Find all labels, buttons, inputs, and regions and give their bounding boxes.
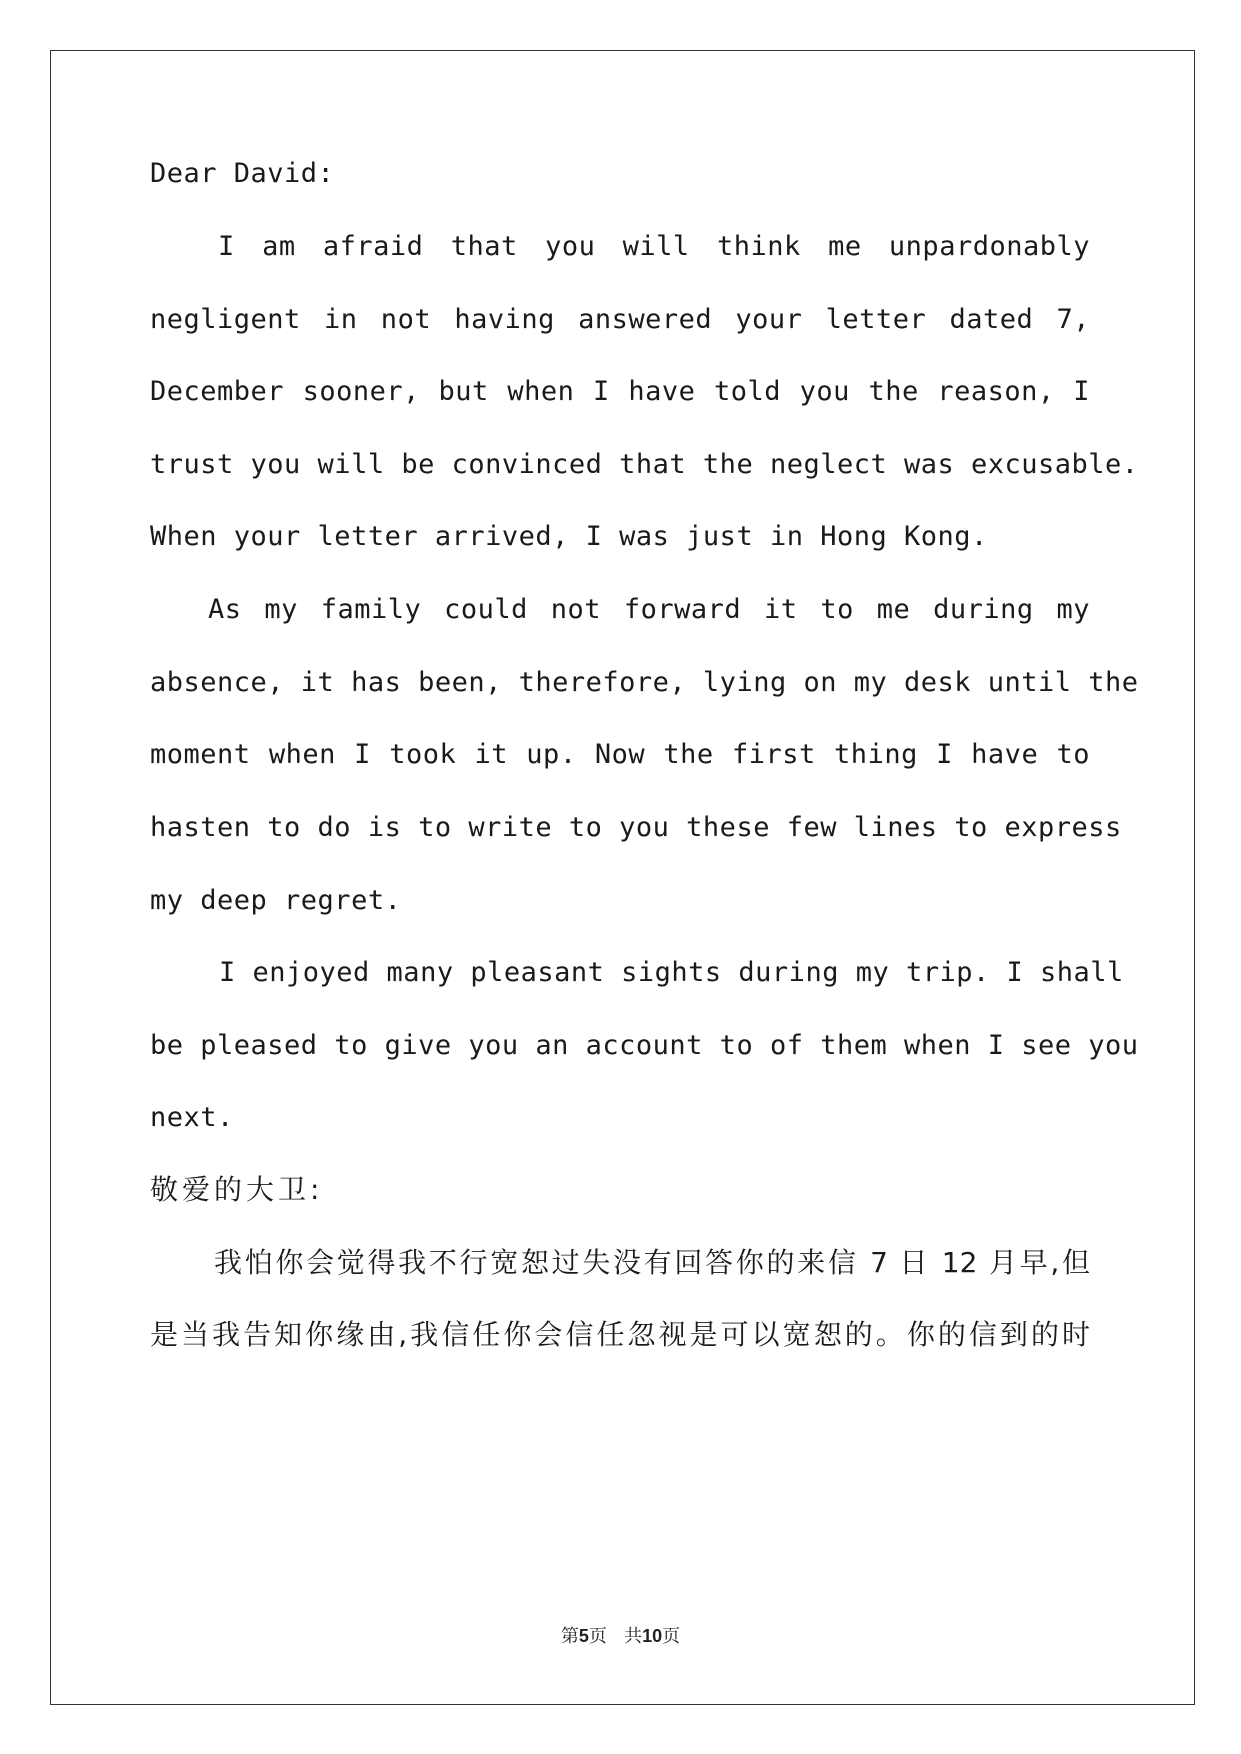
paragraph-line-cn: 我怕你会觉得我不行宽恕过失没有回答你的来信 7 日 12 月早,但 [214,1246,1090,1279]
total-unit: 页 [662,1626,681,1647]
salutation-cn: 敬爱的大卫: [150,1173,324,1206]
total-prefix: 共 [624,1626,643,1647]
paragraph-line: absence, it has been, therefore, lying on my desk until the [150,667,1139,698]
page-footer [0,1622,1241,1648]
paragraph-line: As my family could not forward it to me during my [208,594,1090,625]
paragraph-line: December sooner, but when I have told you the reason, I [150,376,1090,407]
paragraph-line: negligent in not having answered your letter dated 7, [150,304,1090,335]
page-prefix: 第 [560,1626,579,1647]
paragraph-line: I am afraid that you will think me unpardonably [218,231,1090,262]
page-number: 5 [578,1626,589,1646]
page-border [50,50,1195,1705]
page-unit: 页 [588,1626,607,1647]
paragraph-line: next. [150,1102,234,1133]
total-pages: 10 [642,1626,663,1646]
paragraph-line: be pleased to give you an account to of them when I see you [150,1030,1139,1061]
paragraph-line: When your letter arrived, I was just in Hong Kong. [150,521,988,552]
paragraph-line: hasten to do is to write to you these few lines to express [150,812,1122,843]
salutation-en: Dear David: [150,158,335,189]
paragraph-line: my deep regret. [150,885,402,916]
paragraph-line: I enjoyed many pleasant sights during my trip. I shall [219,957,1124,988]
paragraph-line: moment when I took it up. Now the first thing I have to [150,739,1090,770]
paragraph-line-cn: 是当我告知你缘由,我信任你会信任忽视是可以宽恕的。你的信到的时 [150,1318,1090,1351]
paragraph-line: trust you will be convinced that the neglect was excusable. [150,449,1139,480]
